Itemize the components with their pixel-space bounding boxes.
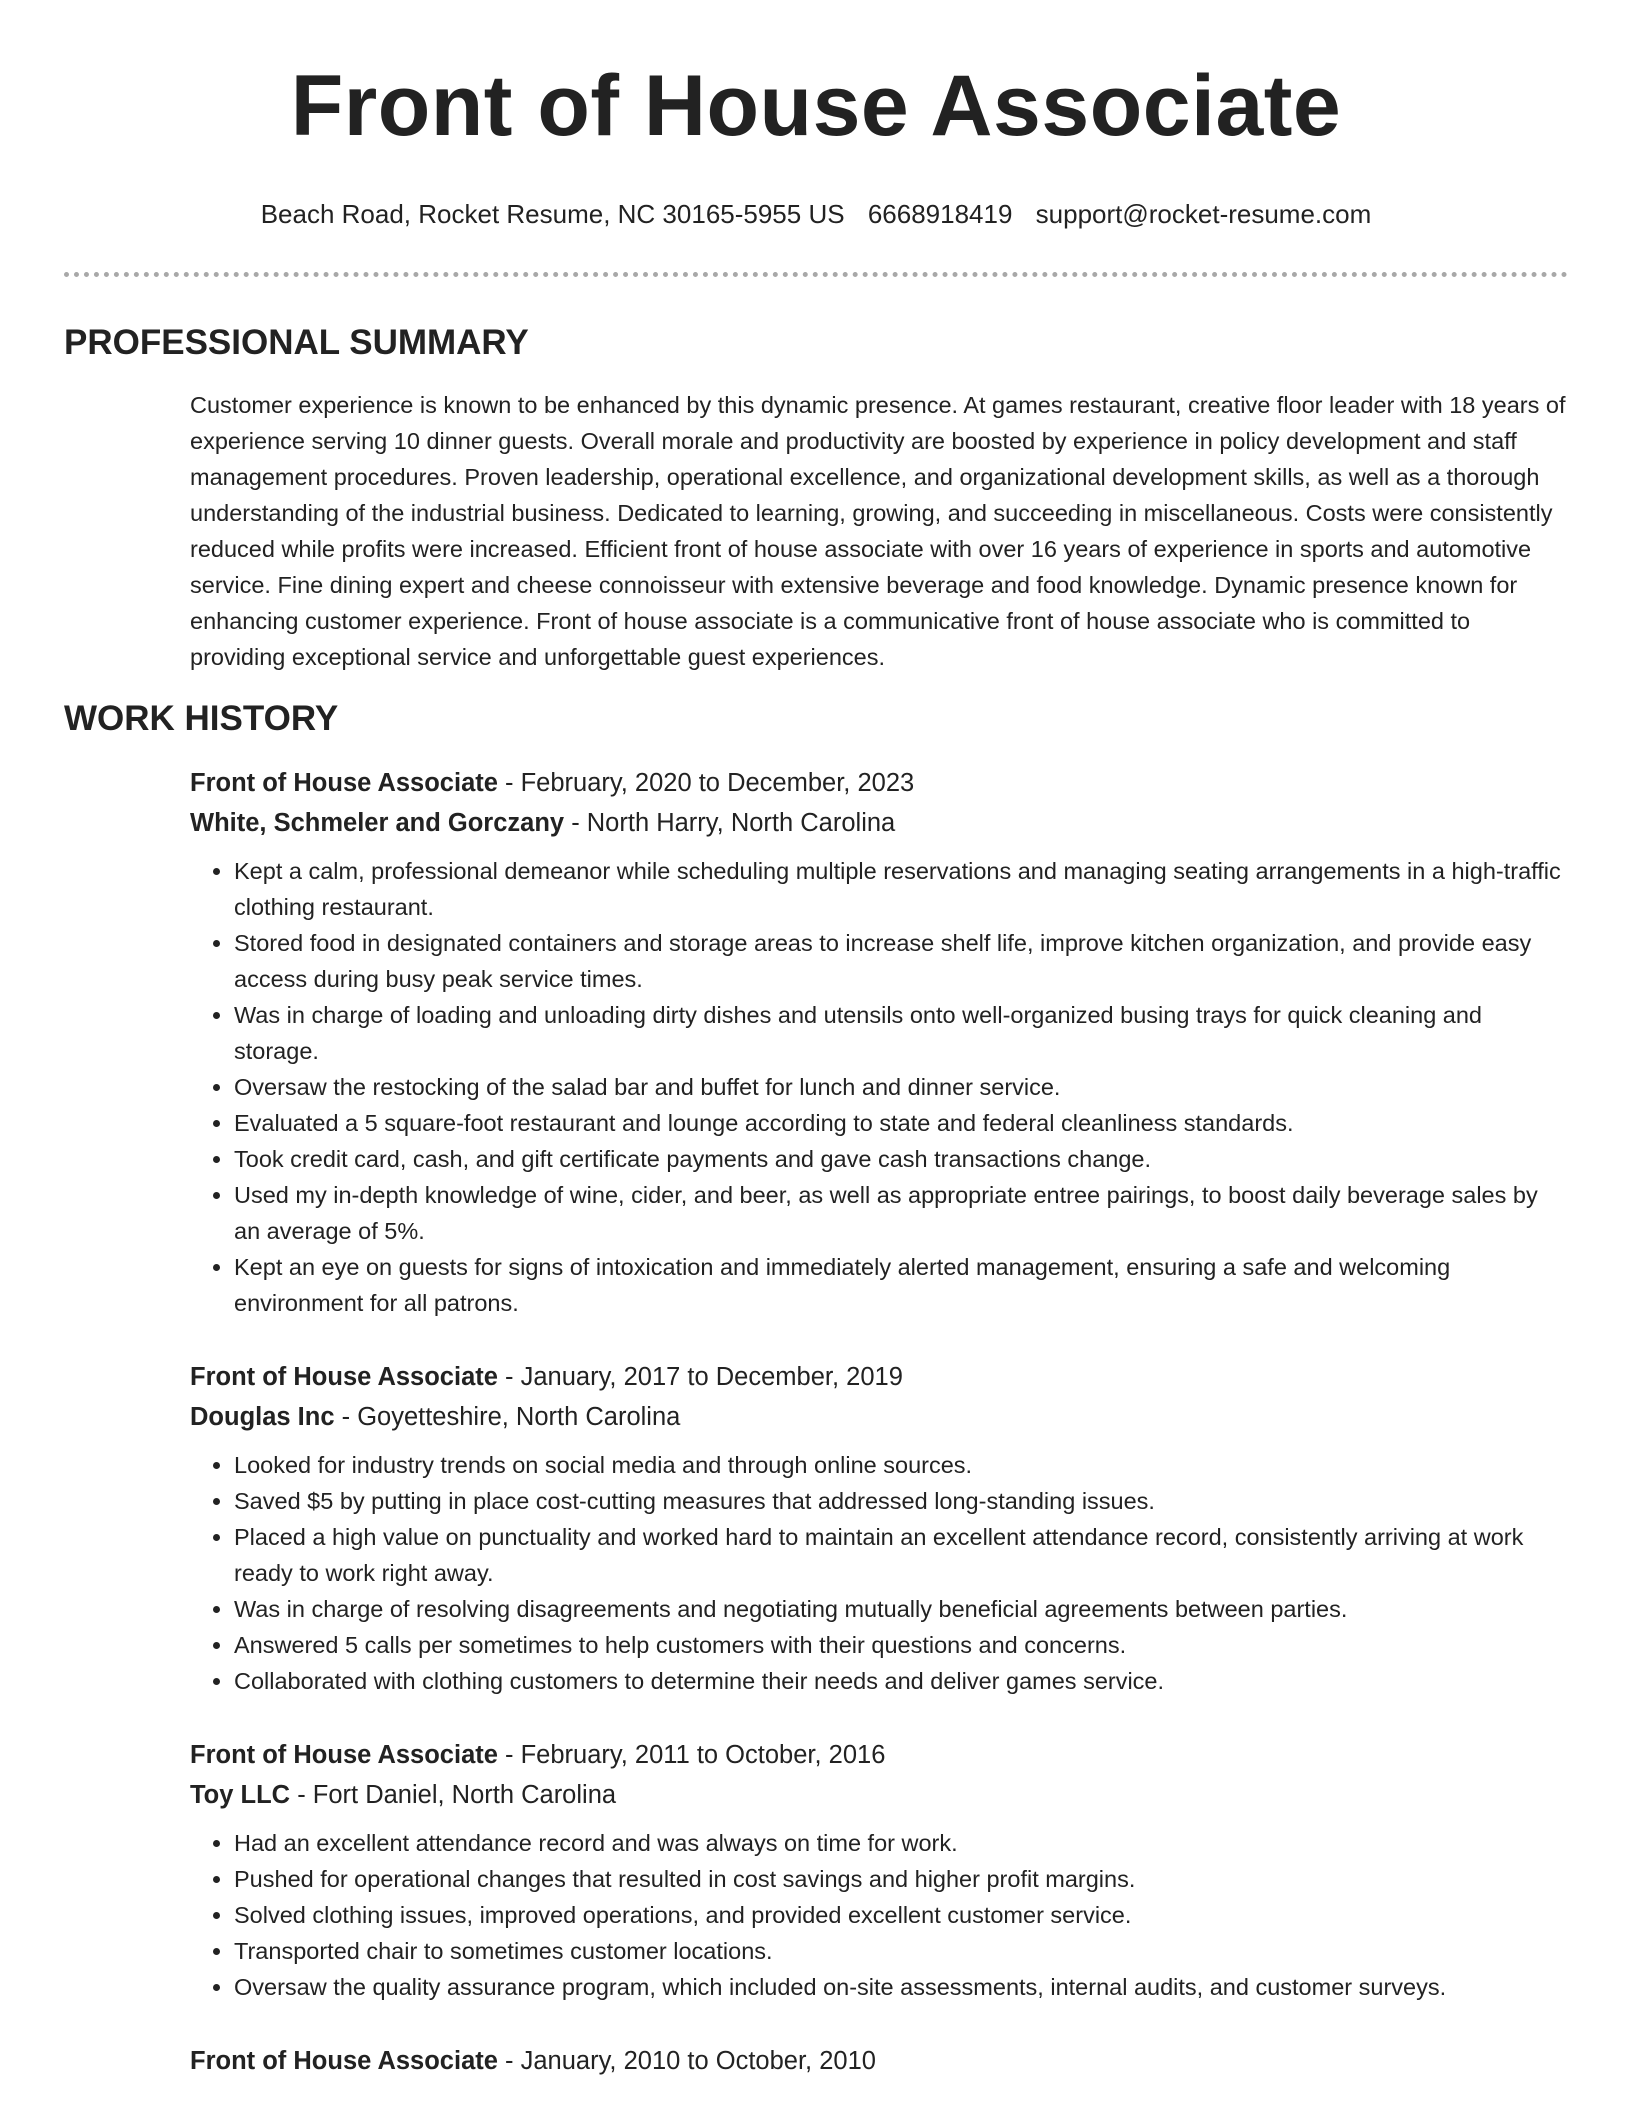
job-bullets <box>190 1825 1568 2005</box>
job-role: Front of House Associate <box>190 1363 498 1391</box>
job-company: White, Schmeler and Gorczany <box>190 809 565 837</box>
header-divider <box>64 272 1568 277</box>
job-bullet: • Oversaw the restocking of the salad bar and buffet for lunch and dinner service. <box>234 1069 1568 1105</box>
candidate-name: Front of House Associate <box>290 58 1342 154</box>
contact-phone: 6668918419 <box>867 199 1013 229</box>
job-title-line <box>190 2041 1568 2081</box>
contact-address: Beach Road, Rocket Resume, NC 30165-5955 US <box>260 199 845 229</box>
job-bullet: • Placed a high value on punctuality and worked hard to maintain an excellent attendance record, consistently arriving at work ready to work right away. <box>234 1519 1568 1591</box>
job-bullet: • Answered 5 calls per sometimes to help customers with their questions and concerns. <box>234 1627 1568 1663</box>
job-dates: - February, 2011 to October, 2016 <box>497 1741 886 1769</box>
job-company: Toy LLC <box>190 1781 291 1809</box>
job-company-line <box>190 1775 1568 1815</box>
job-bullet: • Was in charge of resolving disagreements and negotiating mutually beneficial agreements between parties. <box>234 1591 1568 1627</box>
job-bullets <box>190 1447 1568 1699</box>
summary-heading: PROFESSIONAL SUMMARY <box>64 323 529 362</box>
job-location: - Fort Daniel, North Carolina <box>290 1781 617 1809</box>
contact-line <box>64 198 1568 230</box>
job-title-line <box>190 1735 1568 1775</box>
job-dates: - January, 2010 to October, 2010 <box>497 2047 876 2075</box>
job-company-line <box>190 1397 1568 1437</box>
job-bullet: • Evaluated a 5 square-foot restaurant and lounge according to state and federal cleanliness standards. <box>234 1105 1568 1141</box>
job-bullet: • Collaborated with clothing customers to determine their needs and deliver games service. <box>234 1663 1568 1699</box>
job-bullet: • Stored food in designated containers and storage areas to increase shelf life, improve kitchen organization, and provide easy access during busy peak service times. <box>234 925 1568 997</box>
job-bullet: • Had an excellent attendance record and was always on time for work. <box>234 1825 1568 1861</box>
summary-text: Customer experience is known to be enhanced by this dynamic presence. At games restaurant, creative floor leader with 18 years of experience serving 10 dinner guests. Overall morale and productivity are boosted by experience in policy development and staff management procedures. Proven leadership, operational excellence, and organizational development skills, as well as a thorough understanding of the industrial business. Dedicated to learning, growing, and succeeding in miscellaneous. Costs were consistently reduced while profits were increased. Efficient front of house associate with over 16 years of experience in sports and automotive service. Fine dining expert and cheese connoisseur with extensive beverage and food knowledge. Dynamic presence known for enhancing customer experience. Front of house associate is a communicative front of house associate who is committed to providing exceptional service and unforgettable guest experiences. <box>190 392 1566 670</box>
job-role: Front of House Associate <box>190 1741 498 1769</box>
job-role: Front of House Associate <box>190 769 498 797</box>
job-bullet: • Looked for industry trends on social media and through online sources. <box>234 1447 1568 1483</box>
job-entry <box>190 763 1568 1321</box>
job-bullet: • Saved $5 by putting in place cost-cutting measures that addressed long-standing issues. <box>234 1483 1568 1519</box>
job-bullet: • Was in charge of loading and unloading dirty dishes and utensils onto well-organized busing trays for quick cleaning and storage. <box>234 997 1568 1069</box>
job-title-line <box>190 763 1568 803</box>
contact-email: support@rocket-resume.com <box>1035 199 1372 229</box>
job-role: Front of House Associate <box>190 2047 498 2075</box>
job-location: - North Harry, North Carolina <box>564 809 896 837</box>
job-entry <box>190 1735 1568 2005</box>
job-entry <box>190 1357 1568 1699</box>
job-bullet: • Pushed for operational changes that resulted in cost savings and higher profit margins. <box>234 1861 1568 1897</box>
job-bullets <box>190 853 1568 1321</box>
job-bullet: • Used my in-depth knowledge of wine, cider, and beer, as well as appropriate entree pairings, to boost daily beverage sales by an average of 5%. <box>234 1177 1568 1249</box>
job-company: Douglas Inc <box>190 1403 335 1431</box>
job-title-line <box>190 1357 1568 1397</box>
job-dates: - January, 2017 to December, 2019 <box>497 1363 903 1391</box>
job-dates: - February, 2020 to December, 2023 <box>497 769 915 797</box>
job-company-line <box>190 803 1568 843</box>
job-bullet: • Kept a calm, professional demeanor while scheduling multiple reservations and managing seating arrangements in a high-traffic clothing restaurant. <box>234 853 1568 925</box>
job-bullet: • Kept an eye on guests for signs of intoxication and immediately alerted management, ensuring a safe and welcoming environment for all patrons. <box>234 1249 1568 1321</box>
job-bullet: • Solved clothing issues, improved operations, and provided excellent customer service. <box>234 1897 1568 1933</box>
job-bullet: • Took credit card, cash, and gift certificate payments and gave cash transactions change. <box>234 1141 1568 1177</box>
job-location: - Goyetteshire, North Carolina <box>334 1403 681 1431</box>
work-history-heading: WORK HISTORY <box>64 699 339 738</box>
job-bullet: • Oversaw the quality assurance program, which included on-site assessments, internal audits, and customer surveys. <box>234 1969 1568 2005</box>
job-entry <box>190 2041 1568 2081</box>
job-bullet: • Transported chair to sometimes customer locations. <box>234 1933 1568 1969</box>
